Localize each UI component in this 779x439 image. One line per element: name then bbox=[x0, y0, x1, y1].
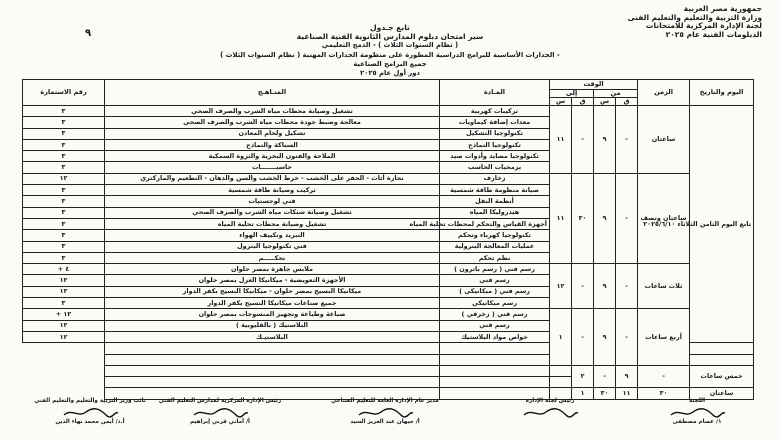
signature-block bbox=[310, 398, 460, 426]
exam-number-cell: ٣ bbox=[23, 117, 105, 128]
duration-cell: ثلاث ساعات bbox=[638, 264, 690, 309]
curriculum-cell: تحكـــــم bbox=[105, 252, 440, 263]
from-minute-cell: - bbox=[616, 309, 638, 365]
to-minute-cell: - bbox=[572, 264, 594, 309]
signature-name: أ/ جيهان عبد العزيز السيد bbox=[350, 419, 420, 425]
curriculum-cell bbox=[440, 377, 550, 388]
exam-number-cell: ٣ bbox=[23, 139, 105, 150]
day-cell: تابع اليوم الثامن الثلاثاء ٢٠٢٥/٦/١٠ bbox=[690, 106, 754, 343]
exam-number-cell: ٣ bbox=[23, 207, 105, 218]
exam-number-cell: ١٢ bbox=[23, 173, 105, 184]
signature-title: مدير عام الإدارة العامة للتعليم الصناعي bbox=[331, 398, 439, 404]
from-hour-cell: ٩ bbox=[594, 106, 616, 174]
curriculum-cell: البلاستيك ( بالقليوبية ) bbox=[105, 320, 440, 331]
exam-number-cell bbox=[105, 377, 440, 388]
exam-number-cell: ٣ bbox=[23, 185, 105, 196]
curriculum-cell: البلاستيـك bbox=[105, 331, 440, 342]
from-minute-cell: - bbox=[616, 173, 638, 263]
duration-cell: ساعتان bbox=[690, 388, 754, 399]
curriculum-cell: فني لوجستيات bbox=[105, 196, 440, 207]
duration-cell: ساعتان ونصف bbox=[638, 173, 690, 263]
exam-number-cell: ١٢ bbox=[23, 320, 105, 331]
from-hour-cell: ٩ bbox=[594, 309, 616, 365]
to-hour-cell: ١١ bbox=[550, 106, 572, 174]
col-to: إلى bbox=[550, 90, 594, 98]
title-line: ( نظام السنوات الثلاث ) - الدمج التعليمي bbox=[321, 41, 459, 50]
table-row bbox=[23, 264, 754, 275]
curriculum-cell: صباغة وطباعة وتجهيز المنسوجات بمصر حلوان bbox=[105, 309, 440, 320]
page-number: ٩ bbox=[85, 28, 92, 39]
subject-cell bbox=[550, 365, 572, 376]
header-line: الدبلومات الفنية عام ٢٠٢٥ bbox=[665, 29, 762, 39]
to-hour-cell: ٢ bbox=[572, 365, 594, 388]
from-hour-cell: ٩ bbox=[594, 173, 616, 263]
subject-cell: رسم فني bbox=[440, 275, 550, 286]
to-hour-cell: ١ bbox=[572, 388, 594, 399]
curriculum-cell: السباكة والنماذج bbox=[105, 139, 440, 150]
to-minute-cell: ٣٠ bbox=[572, 173, 594, 263]
subject-cell bbox=[690, 343, 754, 354]
curriculum-cell: ميكانيكا النسيج بمصر حلوان - ميكانيكا النسيج بكفر الدوار bbox=[105, 286, 440, 297]
exam-number-cell: ٣ bbox=[23, 106, 105, 117]
subject-cell: تكنولوجيا مصايد وأدوات صيد bbox=[440, 151, 550, 162]
subject-cell: هيدروليكا المياه bbox=[440, 207, 550, 218]
handwritten-signature bbox=[667, 407, 727, 419]
curriculum-cell bbox=[440, 365, 550, 376]
signature-title: رئيس الإدارة المركزية لمدارس التعليم الفني bbox=[158, 398, 282, 404]
handwritten-signature bbox=[355, 407, 415, 419]
subject-cell: عمليات المعالجة البترولية bbox=[440, 241, 550, 252]
subject-cell: صيانة منظومة طاقة شمسية bbox=[440, 185, 550, 196]
from-minute-cell: ٣٠ bbox=[638, 388, 690, 399]
subject-cell: أنظمة النقل bbox=[440, 196, 550, 207]
duration-cell: خمس ساعات bbox=[690, 365, 754, 388]
exam-number-cell: ٣ bbox=[23, 252, 105, 263]
curriculum-cell: تشكيل ولحام المعادن bbox=[105, 128, 440, 139]
to-minute-cell: ٣٠ bbox=[594, 388, 616, 399]
curriculum-cell: جميع صناعات ميكانيكا النسيج بكفر الدوار bbox=[105, 298, 440, 309]
curriculum-cell: تركيب وصيانة طاقة شمسية bbox=[105, 185, 440, 196]
subject-cell: خواص مواد البلاستيك bbox=[440, 331, 550, 342]
subject-cell: معدات إضافة كيماويات bbox=[440, 117, 550, 128]
subject-cell: رسم فني ( زخرفي ) bbox=[440, 309, 550, 320]
col-from-hour: س bbox=[594, 98, 616, 106]
ministry-header bbox=[592, 5, 762, 39]
signatures-row bbox=[20, 398, 760, 438]
exam-number-cell: ٣ bbox=[23, 218, 105, 229]
curriculum-cell: ملابس جاهزة بمصر حلوان bbox=[105, 264, 440, 275]
header-line: جمهورية مصر العربية bbox=[683, 4, 762, 13]
table-row bbox=[23, 173, 754, 184]
schedule-table bbox=[22, 79, 754, 400]
subject-cell: رسم فني ( رسم باترون ) bbox=[440, 264, 550, 275]
col-from-minute: ق bbox=[616, 98, 638, 106]
duration-cell: أربع ساعات bbox=[638, 309, 690, 365]
col-session: الوقت bbox=[550, 80, 638, 90]
signature-title: نائب وزير التربية والتعليم والتعليم الفني bbox=[34, 398, 146, 404]
exam-number-cell: ٤ + bbox=[23, 264, 105, 275]
subject-cell: تكنولوجيا التشكيل bbox=[440, 128, 550, 139]
table-row bbox=[23, 309, 754, 320]
col-subject: المـادة bbox=[440, 80, 550, 106]
exam-number-cell: ٣ bbox=[23, 241, 105, 252]
exam-number-cell bbox=[105, 365, 440, 376]
col-exam-no: رقم الاستمارة bbox=[23, 80, 105, 106]
col-to-minute: ق bbox=[572, 98, 594, 106]
subject-cell bbox=[690, 354, 754, 365]
curriculum-cell bbox=[440, 343, 550, 354]
col-to-hour: س bbox=[550, 98, 572, 106]
col-from: من bbox=[594, 90, 638, 98]
title-line: سير امتحان دبلوم المدارس الثانوية الفنية الصناعية bbox=[296, 32, 484, 42]
exam-number-cell: ١٢ bbox=[23, 331, 105, 342]
subject-cell: رسم فني bbox=[440, 320, 550, 331]
signature-block bbox=[642, 398, 752, 426]
signature-block bbox=[20, 398, 160, 426]
curriculum-cell: تشغيل وصيانة شبكات مياه الشرب والصرف الصحي bbox=[105, 207, 440, 218]
subject-cell: تكنولوجيا كهرباء وتحكم bbox=[440, 230, 550, 241]
exam-number-cell: ١٢ + bbox=[23, 309, 105, 320]
exam-number-cell: ٣ bbox=[23, 128, 105, 139]
table-row bbox=[23, 106, 754, 117]
exam-number-cell: ٣ bbox=[23, 230, 105, 241]
to-hour-cell: ١١ bbox=[550, 173, 572, 263]
header-line: لجنة الإدارة المركزية للامتحانات bbox=[645, 21, 762, 31]
subject-cell: زخارف bbox=[440, 173, 550, 184]
from-minute-cell: - bbox=[638, 365, 690, 388]
subject-cell bbox=[550, 377, 572, 388]
from-minute-cell: - bbox=[616, 106, 638, 174]
exam-number-cell: ٣ bbox=[23, 196, 105, 207]
subject-cell: أجهزة القياس والتحكم لمحطات تحلية المياه bbox=[440, 218, 550, 229]
to-hour-cell: ١٢ bbox=[550, 264, 572, 309]
curriculum-cell: معالجة وضبط جودة محطات مياه الشرب والصرف الصحي bbox=[105, 117, 440, 128]
signature-block bbox=[150, 398, 290, 426]
from-hour-cell: ٩ bbox=[616, 365, 638, 388]
exam-number-cell: ٣ bbox=[23, 298, 105, 309]
col-curriculum: المنـاهـج bbox=[105, 80, 440, 106]
table-row bbox=[23, 365, 754, 376]
curriculum-cell: تشغيل وصيانة محطات مياه الشرب والصرف الصحي bbox=[105, 106, 440, 117]
subject-cell: برمجيات الحاسب bbox=[440, 162, 550, 173]
curriculum-cell: حاسبـــــــات bbox=[105, 162, 440, 173]
col-time: الزمن bbox=[638, 80, 690, 106]
curriculum-cell: التبريد وتكييف الهواء bbox=[105, 230, 440, 241]
from-minute-cell: - bbox=[616, 264, 638, 309]
exam-number-cell bbox=[105, 354, 440, 365]
curriculum-cell: فني تكنولوجيا البترول bbox=[105, 241, 440, 252]
signature-name: أ.د/ أيمن محمد بهاء الدين bbox=[55, 419, 125, 425]
exam-number-cell: ١٢ bbox=[23, 275, 105, 286]
title-line: دور أول عام ٢٠٢٥ bbox=[360, 69, 420, 78]
schedule-body bbox=[23, 106, 754, 400]
schedule-title bbox=[170, 23, 610, 78]
to-minute-cell: - bbox=[572, 106, 594, 174]
title-line: - الجدارات الأساسية للبرامج الدراسية المطورة على منظومة الجدارات المهنية ( نظام السنوات الثلاث ) bbox=[220, 50, 560, 59]
handwritten-signature bbox=[60, 407, 120, 419]
subject-cell: رسم فني ( ميكانيكي ) bbox=[440, 286, 550, 297]
exam-number-cell: ١٢ bbox=[23, 286, 105, 297]
from-hour-cell: ١١ bbox=[616, 388, 638, 399]
signature-name: أ/ أماني قرني إبراهيم bbox=[190, 419, 250, 425]
signature-block bbox=[490, 398, 610, 419]
signature-title: رئيس لجنة الإدارة bbox=[525, 398, 575, 404]
exam-number-cell bbox=[105, 343, 440, 354]
subject-cell: نظم تحكم bbox=[440, 252, 550, 263]
duration-cell: ساعتان bbox=[638, 106, 690, 174]
to-minute-cell: - bbox=[572, 309, 594, 365]
signature-name: ١/ عصام مصطفى bbox=[672, 419, 722, 425]
to-hour-cell: ١ bbox=[550, 309, 572, 365]
to-minute-cell: - bbox=[594, 365, 616, 388]
curriculum-cell bbox=[440, 354, 550, 365]
title-line: جميع البرامج الصناعية bbox=[353, 59, 427, 68]
signature-title: اللجنة bbox=[688, 398, 705, 404]
col-day: اليوم والتاريخ bbox=[690, 80, 754, 106]
subject-cell: تركيبات كهربية bbox=[440, 106, 550, 117]
curriculum-cell: الملاحة والفنون البحرية والثروة السمكية bbox=[105, 151, 440, 162]
header-line: وزارة التربية والتعليم والتعليم الفنى bbox=[627, 12, 762, 22]
exam-number-cell: ٣ bbox=[23, 151, 105, 162]
curriculum-cell: نجارة أثاث - الحفر على الخشب - خرط الخشب والسن والدهان - التطعيم والماركتري bbox=[105, 173, 440, 184]
title-line: تابع جـدول bbox=[370, 23, 410, 32]
subject-cell: رسم ميكانيكي bbox=[440, 298, 550, 309]
from-hour-cell: ٩ bbox=[594, 264, 616, 309]
subject-cell: تكنولوجيا النماذج bbox=[440, 139, 550, 150]
handwritten-signature bbox=[190, 407, 250, 419]
handwritten-signature bbox=[520, 407, 580, 419]
curriculum-cell: الأجهزة التعويضية - ميكانيكا الغزل بمصر حلوان bbox=[105, 275, 440, 286]
curriculum-cell: تشغيل وصيانة محطات تحلية المياه bbox=[105, 218, 440, 229]
exam-number-cell: ٣ bbox=[23, 162, 105, 173]
